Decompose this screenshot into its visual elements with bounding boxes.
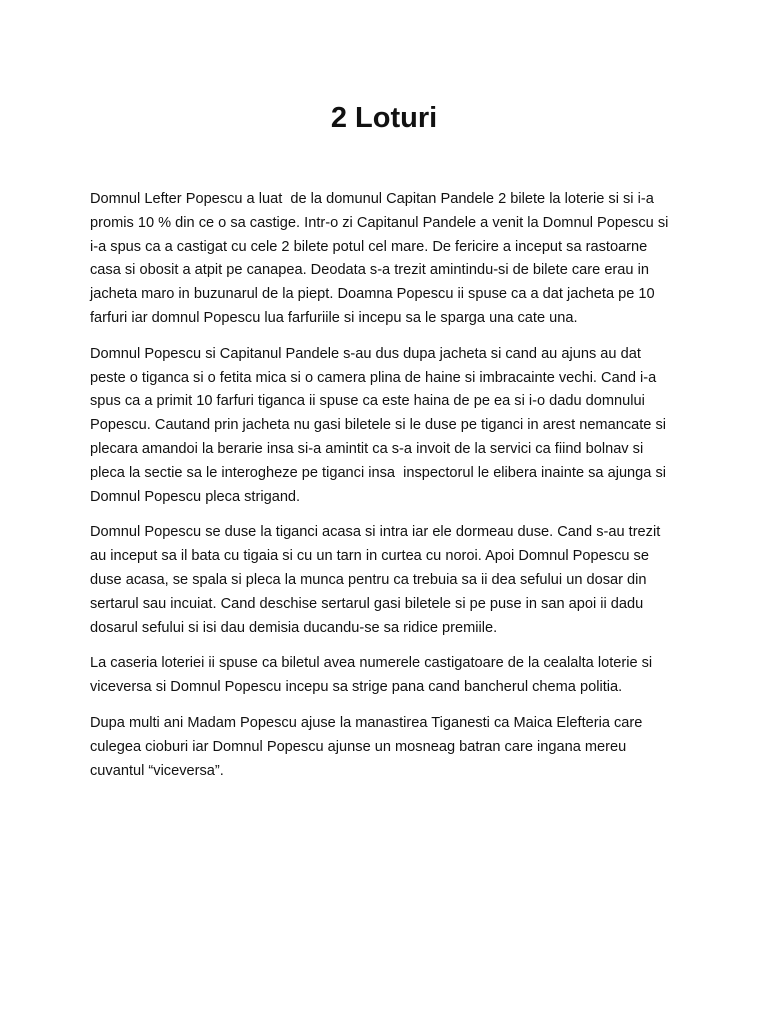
paragraph [90,521,682,640]
text-line: peste o tiganca si o fetita mica si o camera plina de haine si imbracainte vechi. Cand i-a [90,369,657,386]
text-line: casa si obosit a atpit pe canapea. Deodata s-a trezit amintindu-si de bilete care erau in [90,262,649,279]
text-line: sertarul sau incuiat. Cand deschise sertarul gasi biletele si pe puse in san apoi ii dadu [90,595,644,612]
text-line: Domnul Lefter Popescu a luat de la domunul Capitan Pandele 2 bilete la loterie si si i-a [90,191,654,207]
text-line: duse acasa, se spala si pleca la munca pentru ca trebuia sa ii dea sefului un dosar din [90,571,647,588]
text-line: viceversa si Domnul Popescu incepu sa strige pana cand bancherul chema politia. [90,679,623,696]
text-line: Domnul Popescu si Capitanul Pandele s-au dus dupa jacheta si cand au ajuns au dat [90,345,641,362]
text-line: cuvantul “viceversa”. [90,762,224,779]
text-line: Popescu. Cautand prin jacheta nu gasi biletele si le duse pe tiganci in arest nemancate si [90,417,666,434]
text-line: promis 10 % din ce o sa castige. Intr-o zi Capitanul Pandele a venit la Domnul Popescu si [90,214,669,231]
document-title: 2 Loturi [330,102,438,134]
text-line: spus ca a primit 10 farfuri tiganca ii spuse ca este haina de pe ea si i-o dadu domnului [90,393,645,410]
text-line: Dupa multi ani Madam Popescu ajuse la manastirea Tiganesti ca Maica Elefteria care [90,714,643,731]
document-body [90,188,682,795]
text-line: La caseria loteriei ii spuse ca biletul avea numerele castigatoare de la cealalta loterie si [90,655,653,672]
text-line: jacheta maro in buzunarul de la piept. Doamna Popescu ii spuse ca a dat jacheta pe 10 [90,286,655,303]
paragraph [90,712,682,783]
text-line: Domnul Popescu se duse la tiganci acasa si intra iar ele dormeau duse. Cand s-au trezit [90,524,661,541]
text-line: i-a spus ca a castigat cu cele 2 bilete potul cel mare. De fericire a inceput sa rastoarne [90,238,648,255]
text-line: pleca la sectie sa le interogheze pe tiganci insa inspectorul le elibera inainte sa ajunga si [90,464,666,481]
paragraph [90,188,682,331]
text-line: farfuri iar domnul Popescu lua farfuriile si incepu sa le sparga una cate una. [90,309,578,326]
text-line: plecara amandoi la berarie insa si-a amintit ca s-a invoit de la servici ca fiind bolnav si [90,440,644,457]
paragraph [90,652,682,700]
text-line: Domnul Popescu pleca strigand. [90,488,301,505]
text-line: au inceput sa il bata cu tigaia si cu un tarn in curtea cu noroi. Apoi Domnul Popescu se [90,548,649,565]
paragraph [90,343,682,510]
text-line: dosarul sefului si isi dau demisia ducandu-se sa ridice premiile. [90,619,498,636]
text-line: culegea cioburi iar Domnul Popescu ajunse un mosneag batran care ingana mereu [90,738,627,755]
